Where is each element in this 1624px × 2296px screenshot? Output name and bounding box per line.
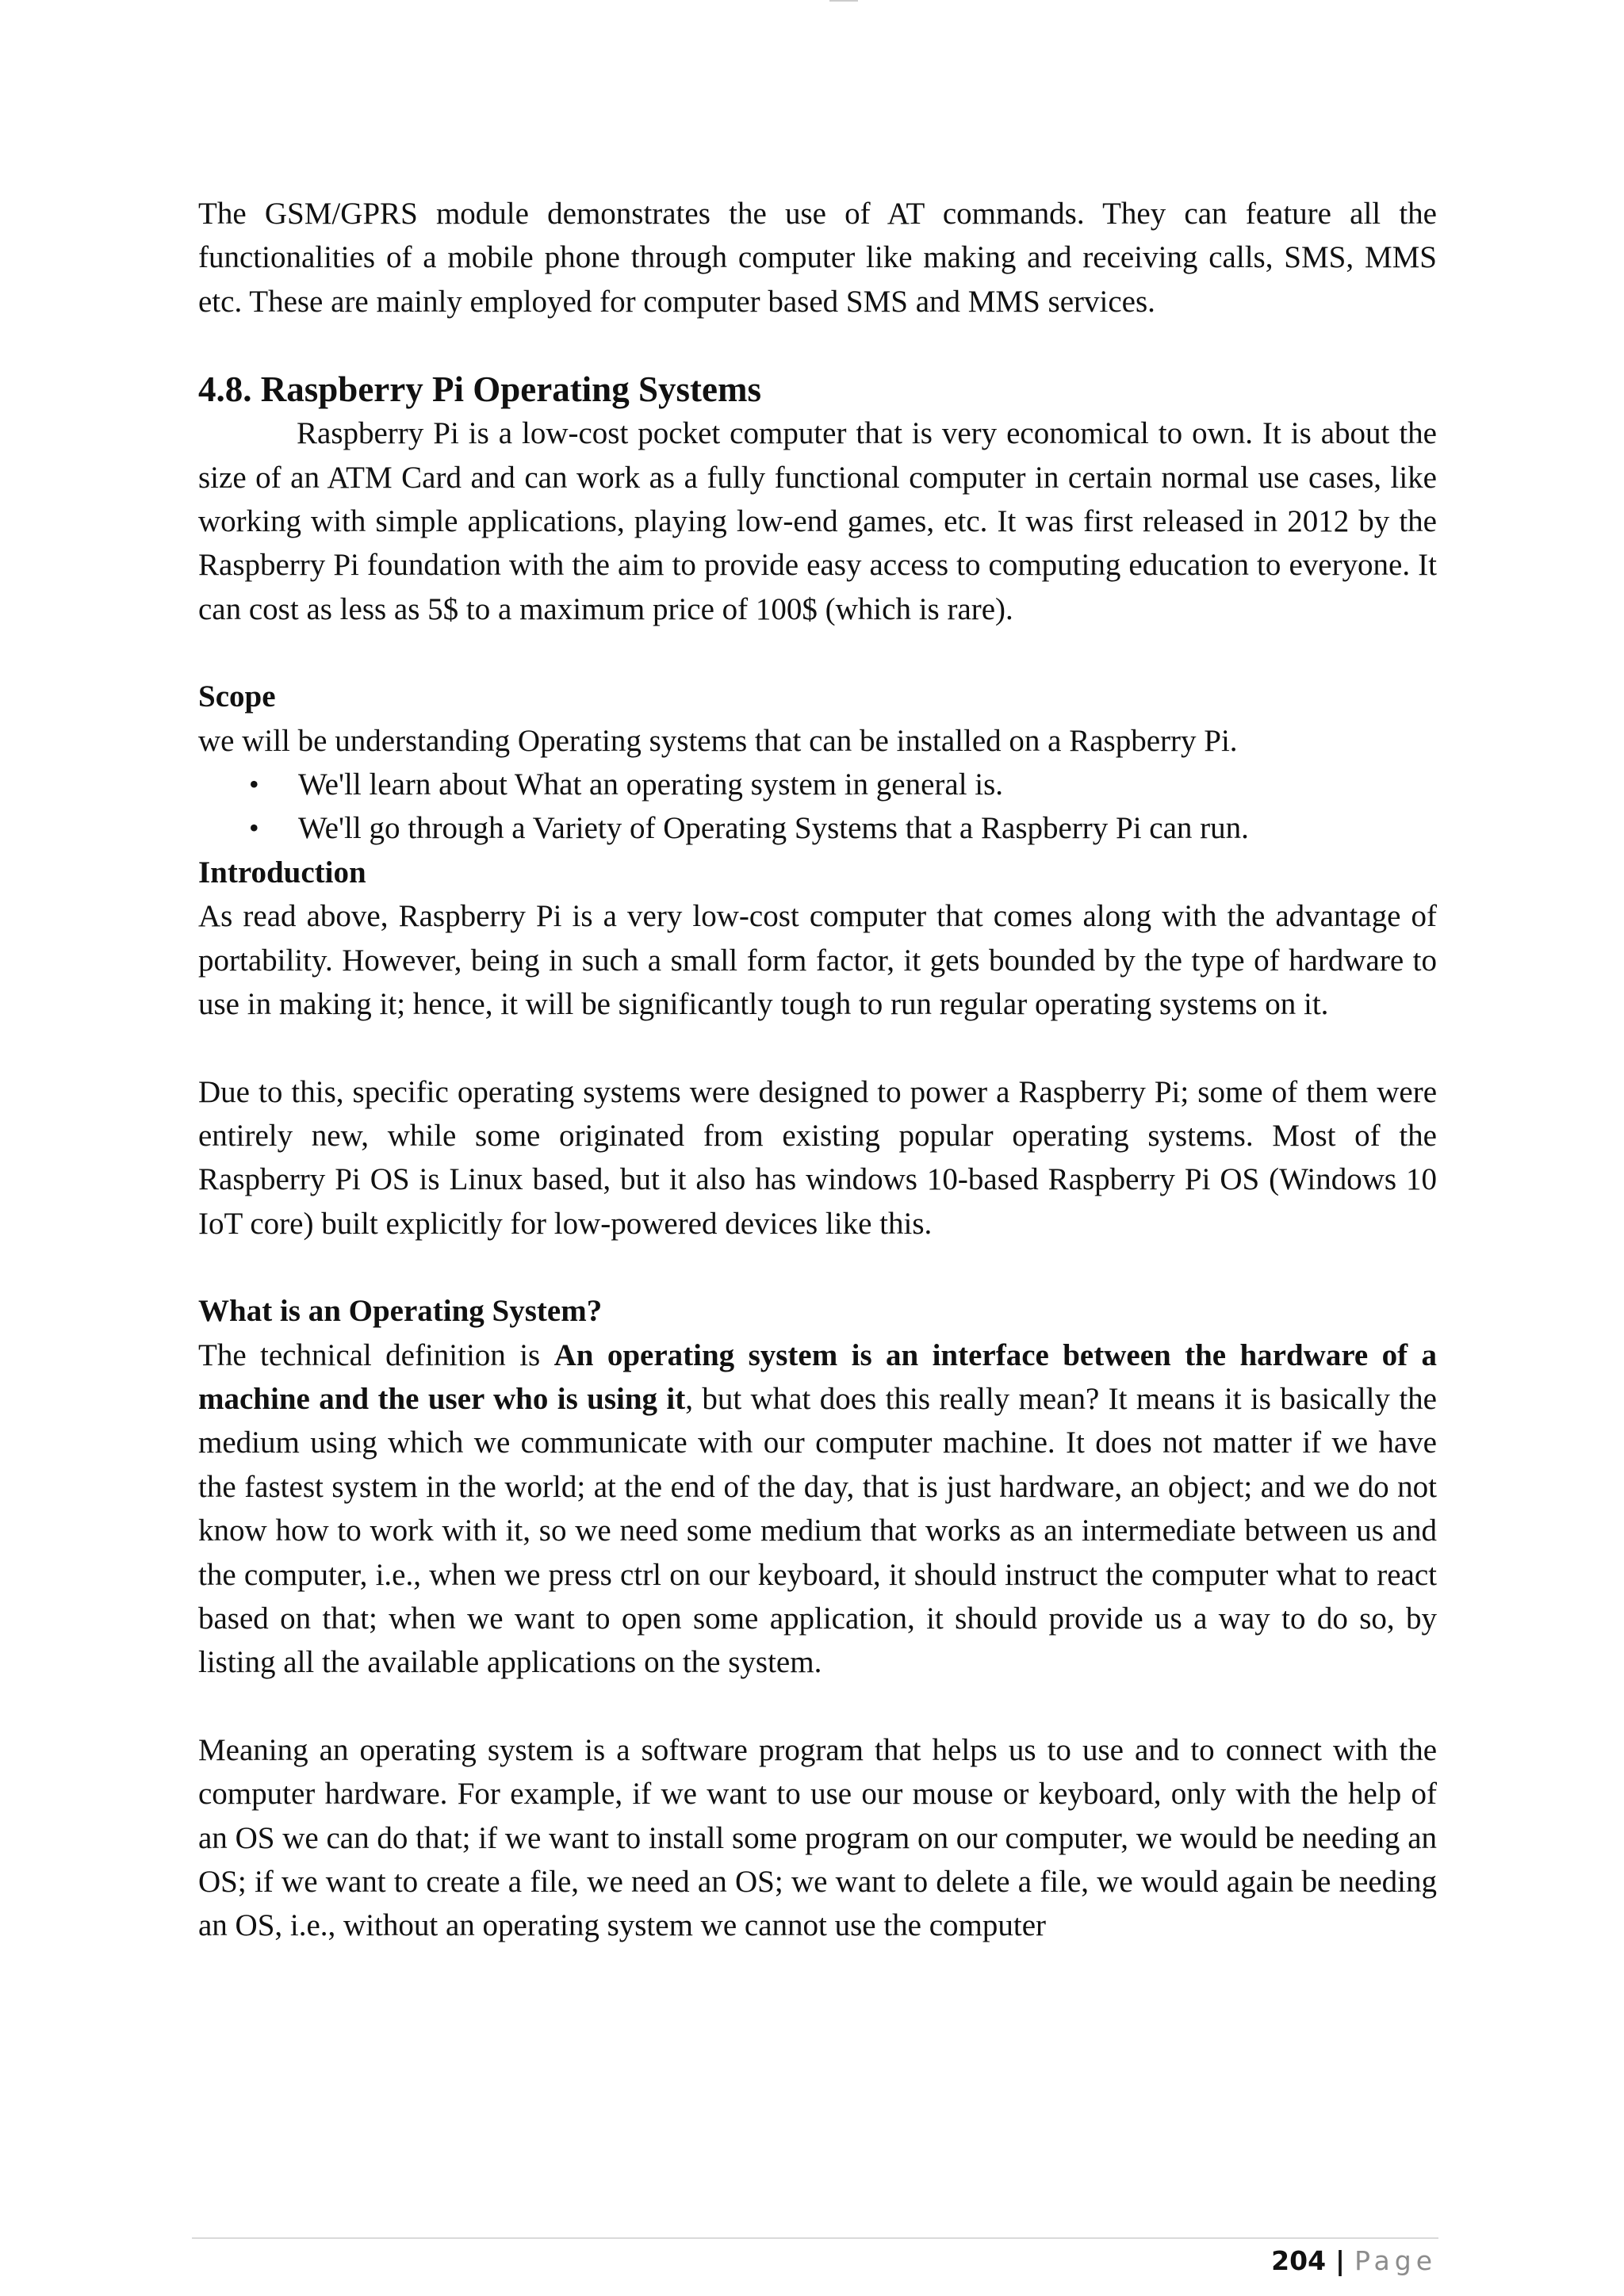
spacer [198,1027,1437,1070]
scope-heading: Scope [198,679,276,714]
definition-lead: The technical definition is [198,1337,554,1372]
raspberry-pi-paragraph: Raspberry Pi is a low-cost pocket computer that is very economical to own. It is about the size of an ATM Card and can work as a fully functional computer in certain normal use cases, like working with simple applications, playing low-end games, etc. It was first released in 2012 by the Raspberry Pi foundation with the aim to provide easy access to computing education to everyone. It can cost as less as 5$ to a maximum price of 100$ (which is rare). [198,416,1437,626]
what-is-os-heading: What is an Operating System? [198,1294,603,1329]
definition-rest: , but what does this really mean? It means it is basically the medium using which we communicate with our computer machine. It does not matter if we have the fastest system in the world; at the end of the day, that is just hardware, an object; and we do not know how to work with it, so we need some medium that works as an intermediate between us and the computer, i.e., when we press ctrl on our keyboard, it should instruct the computer what to react based on that; when we want to open some application, it should provide us a way to do so, by listing all the available applications on the system. [198,1381,1437,1680]
section-title: 4.8. Raspberry Pi Operating Systems [198,369,761,410]
spacer [198,1246,1437,1289]
page-label: Page [1354,2245,1437,2276]
definition-bold: An operating system is an interface between the hardware of a machine and the user who is using it [198,1337,1438,1416]
list-item: • We'll learn about What an operating system in general is. [298,763,1437,806]
what-is-os-paragraph-1 [198,1334,1437,1685]
introduction-paragraph-2: Due to this, specific operating systems were designed to power a Raspberry Pi; some of them were entirely new, while some originated from existing popular operating systems. Most of the Raspberry Pi OS is Linux based, but it also has windows 10-based Raspberry Pi OS (Windows 10 IoT core) built explicitly for low-powered devices like this. [198,1074,1437,1241]
spacer [198,631,1437,675]
footer-divider [192,2237,1438,2239]
top-edge-mark [829,0,858,2]
page-number-footer [1271,2242,1437,2280]
introduction-paragraph-1: As read above, Raspberry Pi is a very low-cost computer that comes along with the advantage of portability. However, being in such a small form factor, it gets bounded by the type of hardware to use in making it; hence, it will be significantly tough to run regular operating systems on it. [198,899,1437,1022]
document-page [198,192,1437,1948]
what-is-os-paragraph-2: Meaning an operating system is a software program that helps us to use and to connect with the computer hardware. For example, if we want to use our mouse or keyboard, only with the help of an OS we can do that; if we want to install some program on our computer, we would be needing an OS; if we want to create a file, we need an OS; we want to delete a file, we would again be needing an OS, i.e., without an operating system we cannot use the computer [198,1732,1437,1943]
list-item: • We'll go through a Variety of Operating Systems that a Raspberry Pi can run. [298,806,1437,850]
footer-separator: | [1335,2245,1346,2276]
page-number: 204 [1271,2245,1327,2276]
gsm-gprs-paragraph: The GSM/GPRS module demonstrates the use of AT commands. They can feature all the functionalities of a mobile phone through computer like making and receiving calls, SMS, MMS etc. These are mainly employed for computer based SMS and MMS services. [198,197,1437,319]
scope-text: we will be understanding Operating systems that can be installed on a Raspberry Pi. [198,723,1238,758]
spacer [198,1685,1437,1728]
scope-bullet-list [198,763,1437,851]
spacer [198,323,1437,367]
introduction-heading: Introduction [198,855,366,890]
